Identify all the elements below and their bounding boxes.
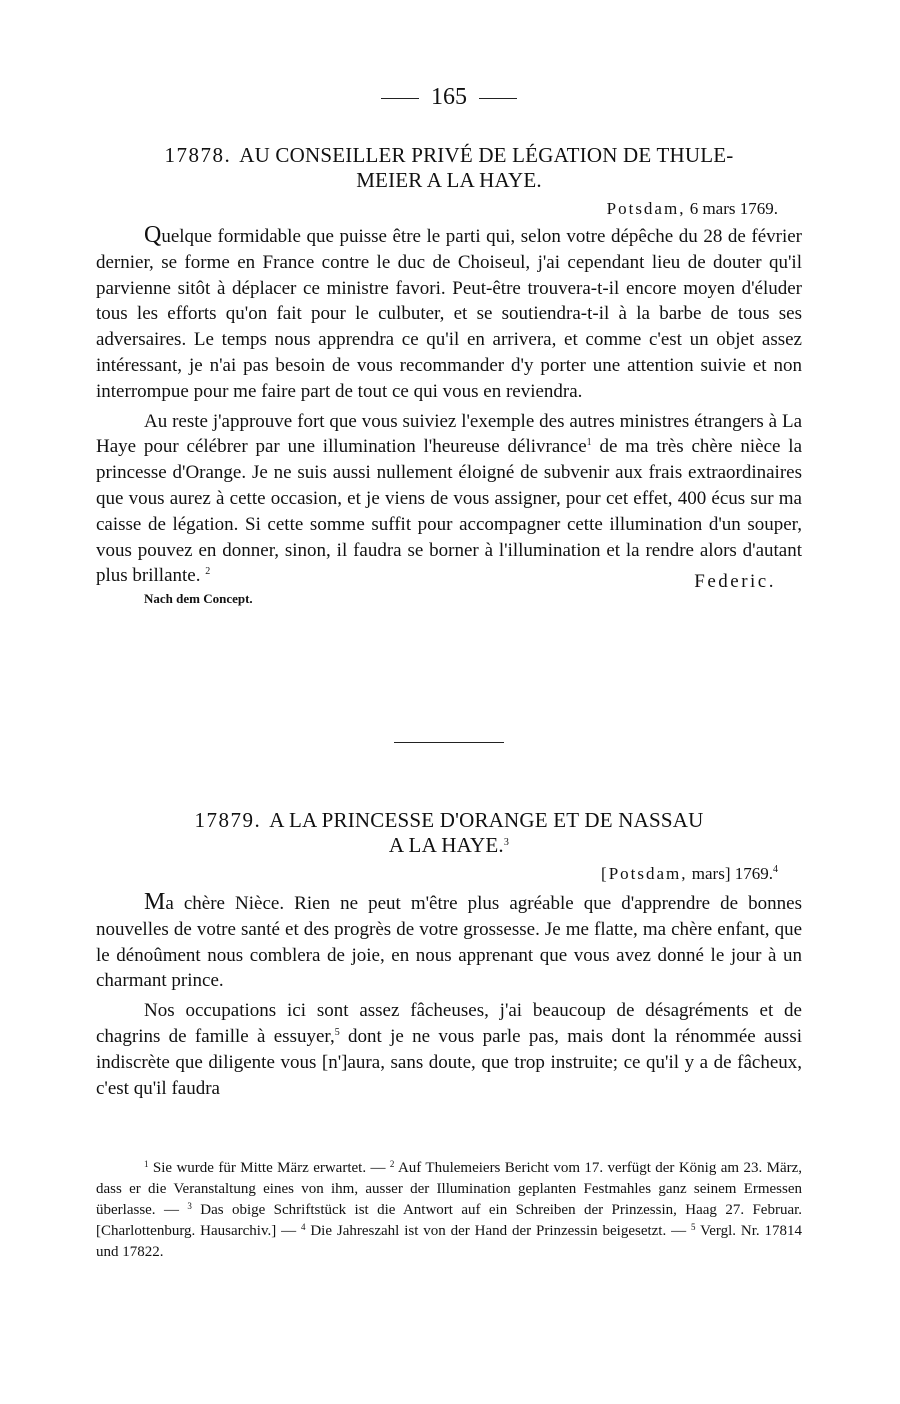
footnote-ref: 4 <box>773 864 778 875</box>
letter-number: 17878. <box>164 143 232 167</box>
letter-date: 6 mars 1769. <box>689 199 778 218</box>
footnote-text: Das obige Schriftstück ist die Antwort auf ein Schreiben der Prinzessin, Haag 27. Februar. [Charlottenburg. Hausarchiv.] — <box>96 1202 803 1239</box>
source-note: Nach dem Concept. <box>144 591 253 607</box>
letter-place: [Potsdam, <box>601 864 688 883</box>
letter-date: mars] 1769. <box>691 864 773 883</box>
initial-letter: M <box>144 889 166 915</box>
signature: Federic. <box>694 571 776 593</box>
footnote-mark: 5 <box>690 1222 696 1232</box>
footnotes <box>96 1158 802 1263</box>
page-number-rule-left <box>381 98 419 99</box>
footnote-ref: 3 <box>503 837 510 848</box>
letter-17878 <box>96 143 802 607</box>
footnote-block <box>96 1158 802 1263</box>
footnote-mark: 3 <box>187 1201 192 1211</box>
page-number <box>96 84 802 111</box>
body-paragraph <box>96 223 802 405</box>
footnote-text: Auf Thulemeiers Bericht vom 17. verfügt der König am 23. März, dass er die Veranstaltung eines von ihm, ausser der Illumination geplanten Festmahles ganz seinem Ermessen überlasse. — <box>96 1160 803 1218</box>
footnote-mark: 4 <box>300 1222 306 1232</box>
body-paragraph <box>96 890 802 994</box>
letter-17879 <box>96 808 802 1101</box>
letter-title-line1: AU CONSEILLER PRIVÉ DE LÉGATION DE THULE- <box>239 143 734 167</box>
paragraph-text: Nos occupations ici sont assez fâcheuses, j'ai beaucoup de désagréments et de chagrins de famille à essuyer, <box>96 1000 802 1047</box>
page-number-rule-right <box>479 98 517 99</box>
footnote-text: Vergl. Nr. 17814 und 17822. <box>96 1223 803 1260</box>
letter-heading <box>96 808 802 858</box>
letter-dateline <box>96 864 802 884</box>
body-paragraph <box>96 409 802 590</box>
section-divider <box>394 742 504 743</box>
letter-title-line1: A LA PRINCESSE D'ORANGE ET DE NASSAU <box>269 808 704 832</box>
paragraph-text: uelque formidable que puisse être le parti qui, selon votre dépêche du 28 de février dernier, se forme en France contre le duc de Choiseul, j'ai cependant lieu de douter qu'il parvienne sitôt à déplacer ce ministre favori. Peut-être trouvera-t-il encore moyen d'éluder tous les efforts qu'on fait pour le culbuter, et se soutiendra-t-il à la barbe de tous ses adversaires. Le temps nous apprendra ce qu'il en arrivera, et comme c'est un objet assez intéressant, je n'ai pas besoin de vous recommander d'y porter une attention suivie et non interrompue pour me faire part de tout ce qui vous en reviendra. <box>96 226 802 402</box>
footnote-ref: 2 <box>205 566 211 578</box>
footnote-text: Die Jahreszahl ist von der Hand der Prinzessin beigesetzt. — <box>310 1223 687 1239</box>
letter-dateline <box>96 199 802 219</box>
footnote-mark: 2 <box>389 1159 395 1169</box>
letter-title-line2: MEIER A LA HAYE. <box>356 168 542 192</box>
letter-title-line2: A LA HAYE. <box>388 833 504 857</box>
paragraph-text: dont je ne vous parle pas, mais dont la rénommée aussi indiscrète que diligente vous [n']aura, sans doute, que trop instruite; ce qu'il y a de fâcheux, c'est qu'il faudra <box>96 1025 802 1099</box>
body-paragraph <box>96 998 802 1101</box>
initial-letter: Q <box>144 222 162 248</box>
paragraph-text: de ma très chère nièce la princesse d'Orange. Je ne suis aussi nullement éloigné de subvenir aux frais extraordinaires que vous aurez à cette occasion, et je viens de vous assigner, pour cet effet, 400 écus sur ma caisse de légation. Si cette somme suffit pour accompagner cette illumination d'un souper, vous pouvez en donner, sinon, il faudra se borner à l'illumination et la rendre alors d'autant plus brillante. <box>96 436 802 587</box>
footnote-text: Sie wurde für Mitte März erwartet. — <box>152 1160 386 1176</box>
page-number-text: 165 <box>431 84 467 110</box>
letter-place: Potsdam, <box>606 199 686 218</box>
paragraph-text: Au reste j'approuve fort que vous suiviez l'exemple des autres ministres étrangers à La Haye pour célébrer par une illumination l'heureuse délivrance <box>96 410 802 458</box>
letter-number: 17879. <box>194 808 262 832</box>
footnote-ref: 5 <box>334 1026 340 1038</box>
footnote-mark: 1 <box>144 1159 149 1169</box>
letter-heading <box>96 143 802 193</box>
paragraph-text: a chère Nièce. Rien ne peut m'être plus agréable que d'apprendre de bonnes nouvelles de votre santé et des progrès de votre grossesse. Je me flatte, ma chère enfant, que le dénoûment nous comblera de joie, en nous apprenant que vous avez donné le jour à un charmant prince. <box>96 893 802 992</box>
footnote-ref: 1 <box>586 437 592 449</box>
